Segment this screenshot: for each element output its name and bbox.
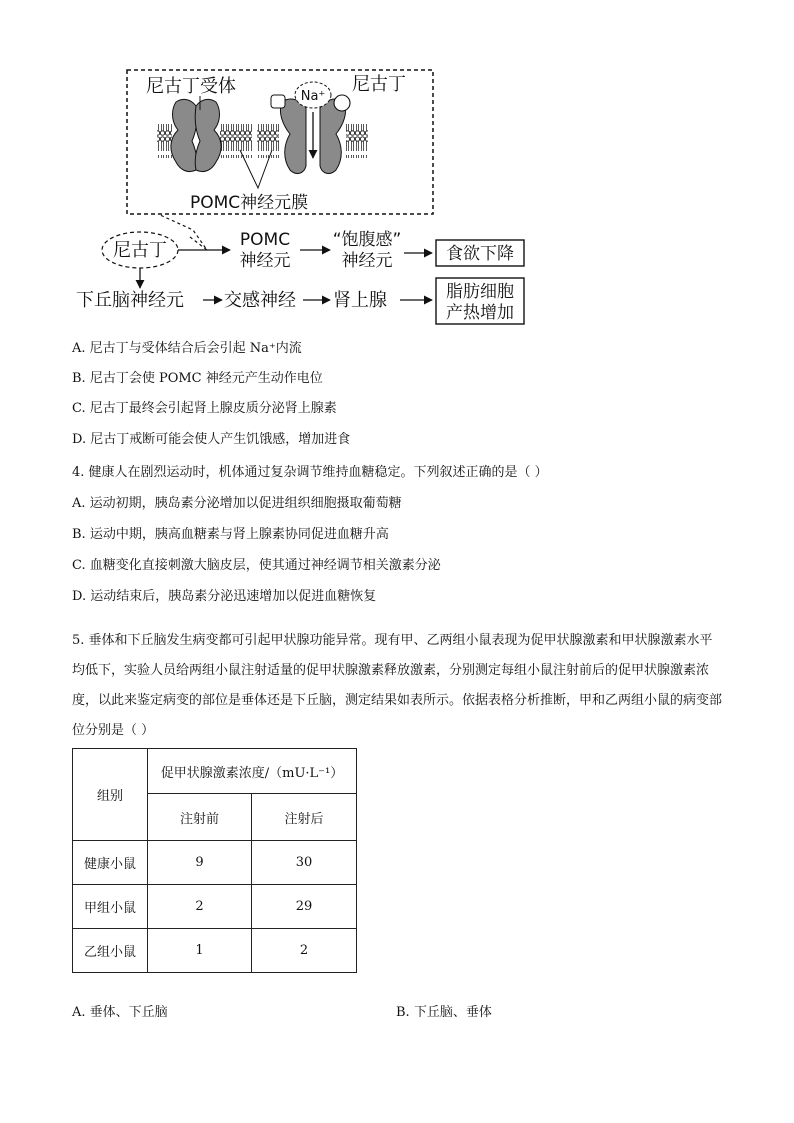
after-cell: 29 [252, 885, 357, 929]
hypothalamus-label: 下丘脑神经元 [76, 290, 184, 311]
table-row [73, 885, 357, 929]
lipid-bilayer [257, 124, 279, 158]
table-row [73, 929, 357, 973]
group-cell: 甲组小鼠 [73, 885, 148, 929]
sympathetic-label: 交感神经 [224, 290, 296, 311]
before-cell: 1 [148, 929, 252, 973]
q5-stem: 5. 垂体和下丘脑发生病变都可引起甲状腺功能异常。现有甲、乙两组小鼠表现为促甲状腺激素和甲状腺激素水平均低下，实验人员给两组小鼠注射适量的促甲状腺激素释放激素，分别测定每组小鼠注射前后的促甲状腺激素浓度，以此来鉴定病变的部位是垂体还是下丘脑，测定结果如表所示。依据表格分析推断，甲和乙两组小鼠的病变部位分别是（ ） [72, 633, 723, 738]
lipid-bilayer [157, 124, 172, 158]
q4-option-d: D. 运动结束后，胰岛素分泌迅速增加以促进血糖恢复 [72, 589, 377, 604]
q4-option-b: B. 运动中期，胰高血糖素与肾上腺素协同促进血糖升高 [72, 527, 389, 542]
q3-option-a: A. 尼古丁与受体结合后会引起 Na⁺内流 [72, 341, 302, 356]
after-header: 注射后 [252, 794, 357, 841]
receptor-label: 尼古丁受体 [146, 76, 236, 97]
q4-option-c: C. 血糖变化直接刺激大脑皮层，使其通过神经调节相关激素分泌 [72, 558, 441, 573]
before-header: 注射前 [148, 794, 252, 841]
q4-stem: 4. 健康人在剧烈运动时，机体通过复杂调节维持血糖稳定。下列叙述正确的是（ ） [72, 465, 548, 480]
concentration-header: 促甲状腺激素浓度/（mU·L⁻¹） [148, 749, 357, 794]
q3-option-b: B. 尼古丁会使 POMC 神经元产生动作电位 [72, 371, 323, 386]
nicotine-top-label: 尼古丁 [352, 74, 406, 95]
receptor-closed-right [195, 99, 221, 171]
table-row [73, 749, 357, 794]
q3-option-c: C. 尼古丁最终会引起肾上腺皮质分泌肾上腺素 [72, 401, 337, 416]
fat-label-2: 产热增加 [446, 303, 514, 323]
nicotine-molecule [334, 95, 350, 111]
pomc-label-2: 神经元 [239, 251, 291, 271]
adrenal-label: 肾上腺 [333, 290, 387, 311]
fat-label-1: 脂肪细胞 [446, 282, 514, 302]
nicotine-oval-label: 尼古丁 [113, 240, 167, 261]
after-cell: 30 [252, 841, 357, 885]
before-cell: 2 [148, 885, 252, 929]
receptor-binding-site [271, 95, 285, 108]
appetite-label: 食欲下降 [446, 244, 514, 264]
satiety-label-1: “饱腹感” [332, 230, 402, 250]
membrane-label: POMC神经元膜 [190, 193, 309, 213]
after-cell: 2 [252, 929, 357, 973]
group-cell: 健康小鼠 [73, 841, 148, 885]
q3-option-d: D. 尼古丁戒断可能会使人产生饥饿感，增加进食 [72, 432, 351, 447]
q5-option-b: B. 下丘脑、垂体 [396, 1005, 492, 1020]
receptor-open-left [280, 99, 306, 173]
group-header: 组别 [73, 749, 148, 841]
receptor-closed-left [171, 99, 197, 171]
group-cell: 乙组小鼠 [73, 929, 148, 973]
before-cell: 9 [148, 841, 252, 885]
sodium-label: Na⁺ [300, 89, 326, 104]
table-row [73, 841, 357, 885]
tsh-table [72, 748, 357, 973]
satiety-label-2: 神经元 [341, 251, 393, 271]
pomc-label-1: POMC [239, 230, 291, 250]
q4-option-a: A. 运动初期，胰岛素分泌增加以促进组织细胞摄取葡萄糖 [72, 496, 402, 511]
q5-option-a: A. 垂体、下丘脑 [72, 1005, 168, 1020]
lipid-bilayer [220, 124, 252, 158]
nicotine-pathway-diagram [0, 0, 794, 330]
lipid-bilayer [346, 124, 368, 158]
